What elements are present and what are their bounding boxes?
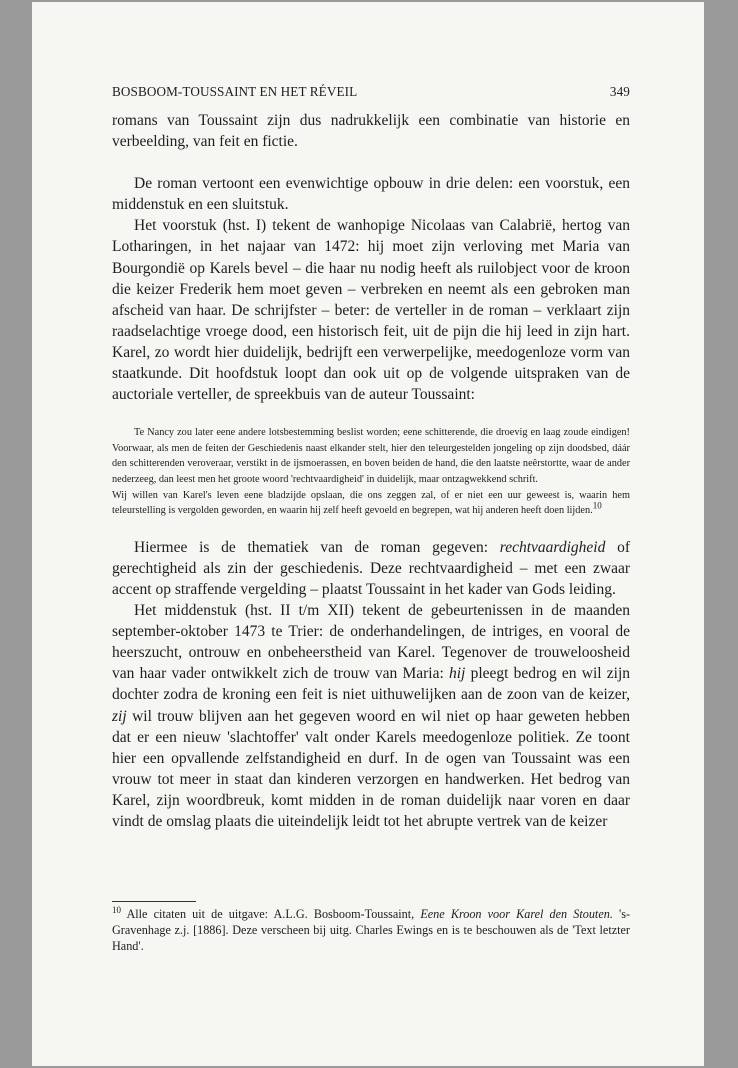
- main-text: [112, 110, 630, 832]
- footnote-rule: [112, 901, 196, 902]
- footnote-10: [112, 906, 630, 955]
- page-number: 349: [609, 84, 630, 99]
- paragraph-continuation: romans van Toussaint zijn dus nadrukkelijk een combinatie van historie en verbeelding, van feit en fictie.: [112, 112, 630, 151]
- footnote-text-a: Alle citaten uit de uitgave: A.L.G. Bosboom-Toussaint,: [121, 907, 421, 921]
- footnote-number: 10: [112, 904, 121, 915]
- thematiek-emphasis: rechtvaardigheid: [499, 538, 606, 556]
- middenstuk-emphasis-zij: zij: [112, 707, 127, 725]
- middenstuk-text-b: pleegt bedrog en wil zijn dochter zodra de kroning een feit is niet uithuwelijken aan de zoon van de keizer,: [112, 665, 631, 704]
- middenstuk-text-a: Het middenstuk (hst. II t/m XII) tekent de gebeurtenissen in de maanden september-oktober 1473 te Trier: de onderhandelingen, de intriges, en vooral de heerszucht, ontrouw en onbeheerstheid van Karel. Tegenover de trouweloosheid van haar vader ontwikkelt zich de trouw van Maria:: [112, 602, 630, 683]
- middenstuk-emphasis-hij: hij: [448, 665, 466, 683]
- quote-paragraph-2: [112, 488, 630, 519]
- page: [32, 2, 704, 1066]
- footnote: [112, 906, 630, 955]
- thematiek-text-a: Hiermee is de thematiek van de roman gegeven:: [134, 538, 500, 556]
- running-title: BOSBOOM-TOUSSAINT EN HET RÉVEIL: [112, 84, 358, 99]
- footnote-book-title: Eene Kroon voor Karel den Stouten.: [420, 907, 613, 921]
- quote-paragraph-1: Te Nancy zou later eene andere lotsbestemming beslist worden; eene schitterende, die droevig en laag zoude eindigen! Voorwaar, als men de feiten der Geschiedenis naast elkander stelt, hier den teleurgestelden jongeling op zijn doodsbed, dáár den schitterenden veroveraar, verstikt in de ijsmoerassen, en boven beiden de hand, die den laatste neêrstortte, waar de ander nederzeeg, dan leest men het groote woord 'rechtvaardigheid' in duidelijk, maar ontzagwekkend schrift.: [112, 427, 630, 485]
- block-quote: [112, 425, 630, 519]
- thematiek-text-b: of gerechtigheid als zin der geschiedenis. Deze rechtvaardigheid – met een zwaar accent op straffende vergelding – plaatst Toussaint in het kader van Gods leiding.: [112, 538, 630, 598]
- quote-paragraph-2-text: Wij willen van Karel's leven eene bladzijde opslaan, die ons zeggen zal, of er niet een uur geweest is, waarin hem teleurstelling is vergolden geworden, en waarin hij zelf heeft gevoeld en begrepen, wat hij anderen heeft doen lijden.: [112, 489, 630, 517]
- paragraph-voorstuk: Het voorstuk (hst. I) tekent de wanhopige Nicolaas van Calabrië, hertog van Lotharingen, in het najaar van 1472: hij moet zijn verloving met Maria van Bourgondië op Karels bevel – die haar nu nodig heeft als ruilobject voor de kroon die keizer Frederik hem moet geven – verbreken en neemt als een gebroken man afscheid van haar. De schrijfster – beter: de verteller in de roman – verklaart zijn raadselachtige vroege dood, een historisch feit, uit de pijn die hij leed in zijn hart. Karel, zo wordt hier duidelijk, bedrijft een verwerpelijke, meedogenloze vorm van staatkunde. Dit hoofdstuk loopt dan ook uit op de volgende uitspraken van de auctoriale verteller, de spreekbuis van de auteur Toussaint:: [112, 217, 630, 404]
- paragraph-thematiek: [112, 537, 630, 600]
- footnote-text-b: 's-Gravenhage z.j. [1886]. Deze verscheen bij uitg. Charles Ewings en is te beschouwen als de 'Text letzter Hand'.: [112, 907, 630, 954]
- paragraph-structure: De roman vertoont een evenwichtige opbouw in drie delen: een voorstuk, een middenstuk en een sluitstuk.: [112, 175, 630, 214]
- middenstuk-text-c: wil trouw blijven aan het gegeven woord en wil niet op haar geweten hebben dat er een nieuw 'slachtoffer' valt onder Karels meedogenloze politiek. Ze toont hier een opvallende zelfstandigheid en durf. In de ogen van Toussaint was een vrouw tot meer in staat dan kinderen verzorgen en handwerken. Het bedrog van Karel, zijn woordbreuk, komt midden in de roman duidelijk naar voren en daar vindt de omslag plaats die uiteindelijk leidt tot het abrupte vertrek van de keizer: [112, 707, 630, 830]
- paragraph-middenstuk: [112, 600, 630, 832]
- footnote-reference[interactable]: 10: [592, 500, 602, 511]
